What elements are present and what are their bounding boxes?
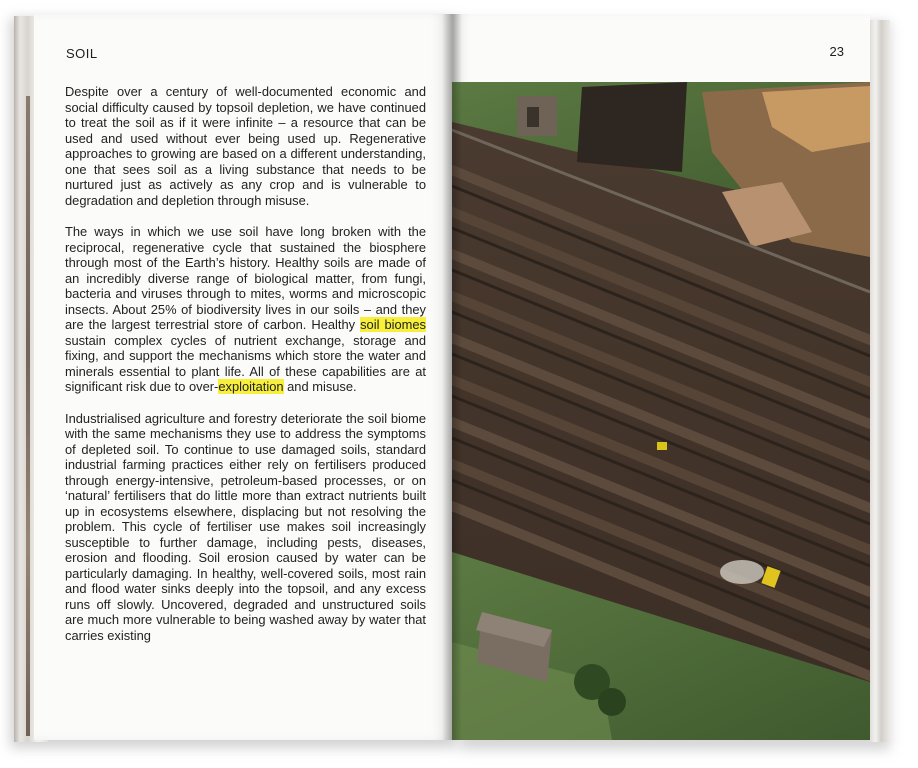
paragraph-2-part-1: The ways in which we use soil have long broken with the reciprocal, regenerative cycle that sustained the biosphere through most of the Earth’s history. Healthy soils are made of an incredibly diverse range of biological matter, from fungi, bacteria and viruses through to mites, worms and microscopic insects. About 25% of biodiversity lives in our soils – and they are the largest terrestrial store of carbon. Healthy	[65, 224, 426, 332]
page-number: 23	[829, 44, 844, 59]
aerial-photo-illustration	[452, 82, 870, 740]
right-page	[452, 14, 870, 740]
paragraph-2	[65, 224, 426, 395]
page-edges-right	[868, 20, 890, 742]
running-head: SOIL	[66, 46, 98, 61]
highlight-soil-biomes: soil biomes	[360, 317, 426, 332]
paragraph-2-part-3: and misuse.	[283, 379, 357, 394]
paragraph-1: Despite over a century of well-documented economic and social difficulty caused by topsoil depletion, we have continued to treat the soil as if it were infinite – a resource that can be used and used without ever being used up. Regenerative approaches to growing are based on a different understanding, one that sees soil as a living substance that needs to be nurtured just as actively as any crop and is vulnerable to degradation and depletion through misuse.	[65, 84, 426, 208]
aerial-farmland-photo	[452, 82, 870, 740]
highlight-exploitation: exploitation	[218, 379, 284, 394]
left-page	[34, 14, 452, 740]
page-edge-stripe	[26, 96, 30, 736]
book-gutter	[442, 14, 462, 740]
paragraph-2-part-2: sustain complex cycles of nutrient exchange, storage and fixing, and support the mechanisms which store the water and minerals essential to plant life. All of these capabilities are at significant risk due to over-	[65, 332, 426, 394]
tractor-icon	[657, 442, 667, 450]
dark-plot	[577, 82, 687, 172]
body-text	[65, 84, 426, 659]
paragraph-3: Industrialised agriculture and forestry deteriorate the soil biome with the same mechanisms they use to address the symptoms of depleted soil. To continue to use damaged soils, standard industrial farming practices either rely on fertilisers produced through energy-intensive, petroleum-based processes, or on ‘natural’ fertilisers that do little more than extract nutrients built up in ecosystems elsewhere, displacing but not resolving the problem. This cycle of fertiliser use makes soil increasingly susceptible to further damage, including pests, diseases, erosion and flooding. Soil erosion caused by water can be particularly damaging. In healthy, well-covered soils, most rain and flood water sinks deeply into the topsoil, and any excess runs off slowly. Uncovered, degraded and unstructured soils are much more vulnerable to being washed away by water that carries existing	[65, 410, 426, 643]
